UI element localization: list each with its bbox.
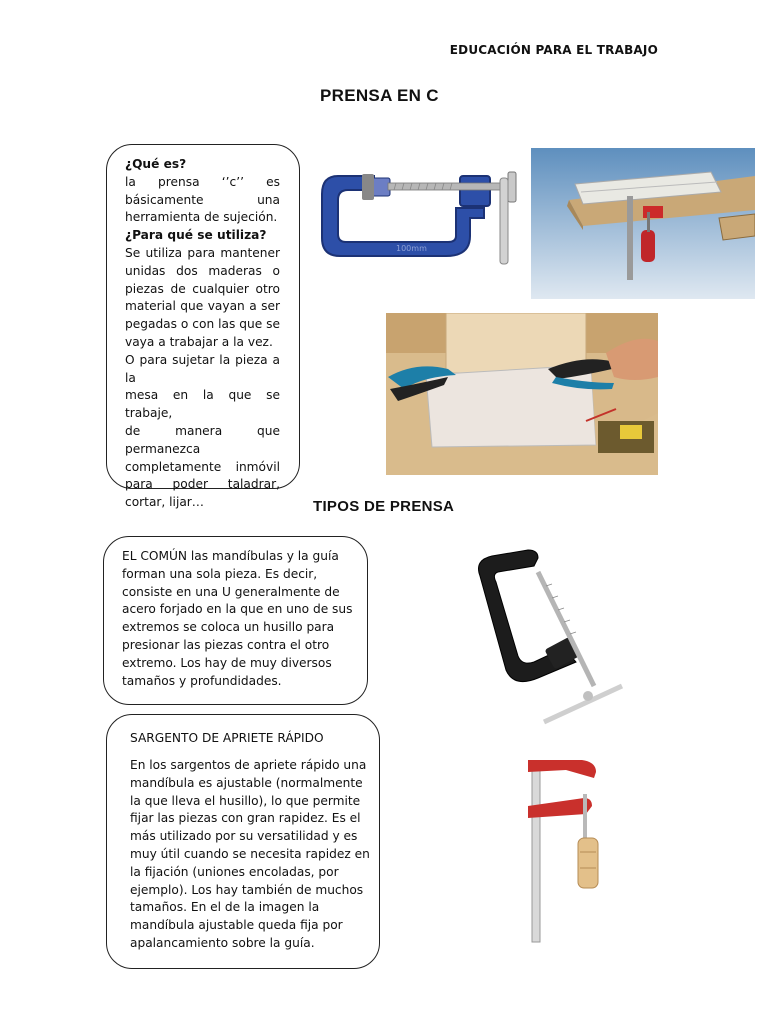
text-line: muy útil cuando se necesita rapidez en bbox=[130, 846, 370, 861]
text-line: la que lleva el husillo), lo que permite bbox=[130, 793, 361, 808]
text-line: Se utiliza para mantener bbox=[125, 245, 280, 260]
text-line: herramienta de sujeción. bbox=[125, 210, 278, 225]
text-line: consiste en una U generalmente de bbox=[122, 584, 340, 599]
text-line: tamaños y profundidades. bbox=[122, 673, 282, 688]
text-line: extremos se coloca un husillo para bbox=[122, 620, 335, 635]
text-line: O para sujetar la pieza a la bbox=[125, 352, 280, 385]
text-line: ejemplo). Los hay también de muchos bbox=[130, 882, 364, 897]
clamp-stamp: 100mm bbox=[396, 244, 427, 253]
blue-clamp-image bbox=[314, 148, 524, 273]
question-what: ¿Qué es? bbox=[125, 157, 187, 171]
course-header: EDUCACIÓN PARA EL TRABAJO bbox=[449, 43, 658, 57]
text-line: material que vayan a ser bbox=[125, 299, 280, 314]
text-line: piezas de cualquier otro bbox=[125, 281, 280, 296]
text-line: mesa en la que se trabaje, bbox=[125, 388, 280, 421]
table-clamp-image bbox=[531, 148, 755, 299]
text-line: permanezca bbox=[125, 441, 201, 456]
text-line: completamente inmóvil bbox=[125, 459, 280, 474]
text-line: mandíbula es ajustable (normalmente bbox=[130, 775, 363, 790]
quick-clamp-heading: SARGENTO DE APRIETE RÁPIDO bbox=[130, 731, 324, 745]
text-line: cortar, lijar… bbox=[125, 495, 204, 510]
wood-clamps-image bbox=[386, 313, 658, 475]
text-line: tamaños. En el de la imagen la bbox=[130, 900, 320, 915]
text-line: fijar las piezas con gran rapidez. Es el bbox=[130, 811, 361, 826]
text-line: extremo. Los hay de muy diversos bbox=[122, 655, 332, 670]
section-title-types: TIPOS DE PRENSA bbox=[313, 498, 455, 515]
intro-text bbox=[125, 156, 280, 512]
text-line: En los sargentos de apriete rápido una bbox=[130, 758, 367, 772]
common-clamp-text bbox=[122, 548, 362, 690]
text-line: apalancamiento sobre la guía. bbox=[130, 935, 315, 950]
page-title: PRENSA EN C bbox=[320, 86, 439, 105]
answer-what bbox=[125, 174, 280, 227]
text-line: acero forjado en la que en uno de sus bbox=[122, 602, 353, 617]
text-line: forman una sola pieza. Es decir, bbox=[122, 566, 318, 581]
text-line: más utilizado por su versatilidad y es bbox=[130, 829, 358, 844]
text-line: de manera que bbox=[125, 423, 280, 438]
text-line: básicamente una bbox=[125, 192, 280, 207]
text-line: mandíbula ajustable queda fija por bbox=[130, 918, 343, 933]
text-line: la fijación (uniones encoladas, por bbox=[130, 864, 339, 879]
text-line: para poder taladrar, bbox=[125, 477, 280, 492]
bar-clamp-image bbox=[526, 758, 610, 948]
question-use: ¿Para qué se utiliza? bbox=[125, 228, 267, 243]
text-line: unidas dos maderas o bbox=[125, 263, 280, 278]
quick-clamp-text bbox=[130, 757, 370, 953]
text-line: EL COMÚN las mandíbulas y la guía bbox=[122, 549, 339, 563]
text-line: presionar las piezas contra el otro bbox=[122, 637, 330, 652]
text-line: la prensa ‘’c’’ es bbox=[125, 174, 280, 189]
black-clamp-image bbox=[468, 546, 628, 728]
answer-use bbox=[125, 245, 280, 512]
text-line: pegadas o con las que se bbox=[125, 317, 280, 332]
text-line: vaya a trabajar a la vez. bbox=[125, 334, 273, 349]
